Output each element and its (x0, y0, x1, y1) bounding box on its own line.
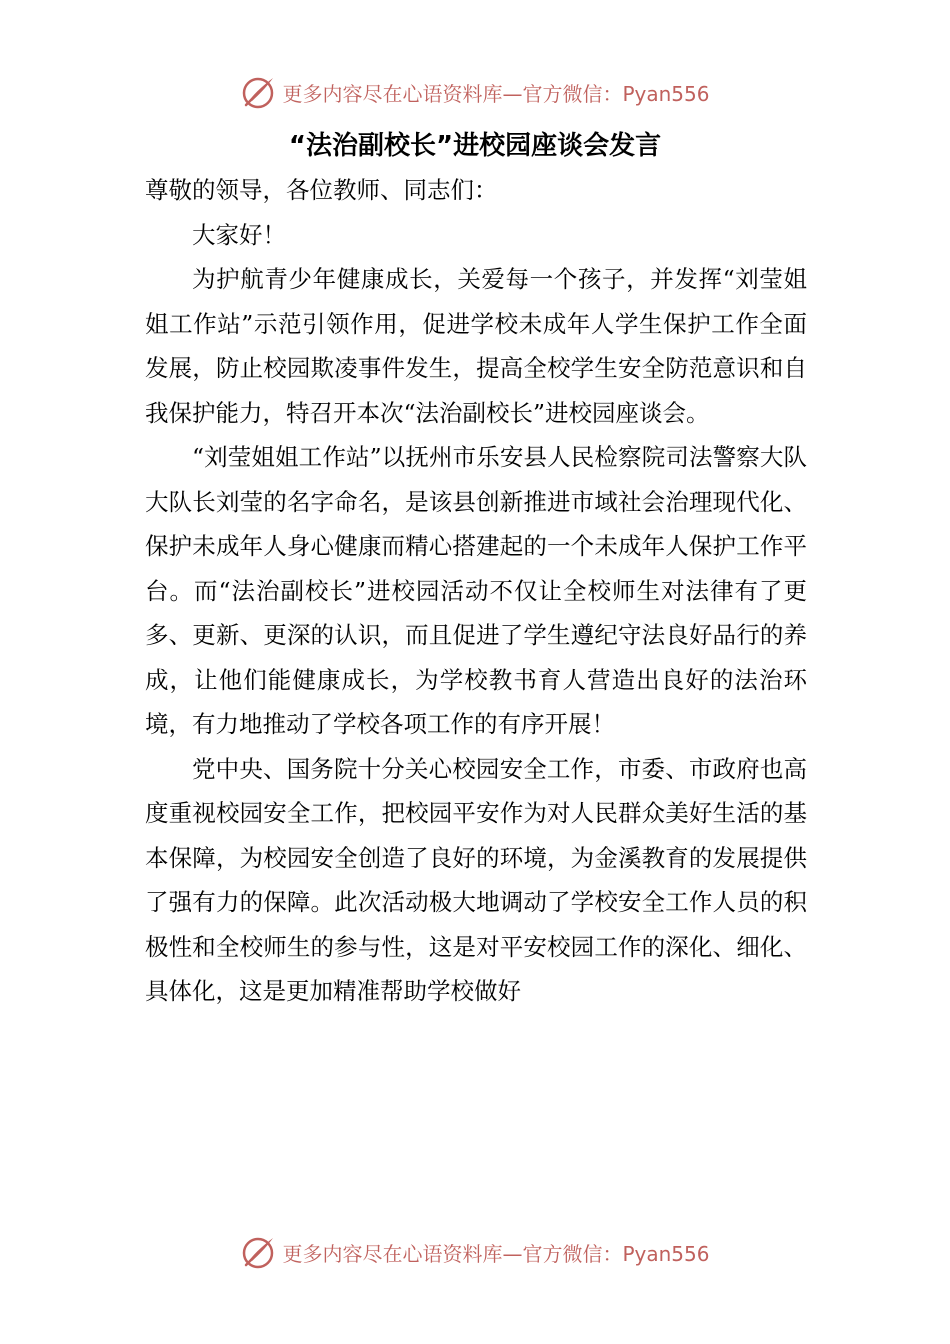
watermark-text: 更多内容尽在心语资料库—官方微信：Pyan556 (282, 81, 710, 106)
document-body (145, 168, 807, 1014)
paragraph-workstation: “刘莹姐姐工作站”以抚州市乐安县人民检察院司法警察大队大队长刘莹的名字命名，是该县创新推进市域社会治理现代化、保护未成年人身心健康而精心搭建起的一个未成年人保护工作平台。而“法治副校长”进校园活动不仅让全校师生对法律有了更多、更新、更深的认识，而且促进了学生遵纪守法良好品行的养成，让他们能健康成长，为学校教书育人营造出良好的法治环境，有力地推动了学校各项工作的有序开展！ (145, 443, 807, 738)
document-title: “法治副校长”进校园座谈会发言 (288, 131, 662, 161)
salutation: 尊敬的领导，各位教师、同志们： (145, 176, 498, 204)
footer-watermark (0, 1232, 950, 1272)
quill-pen-logo-icon (240, 74, 278, 110)
paragraph-purpose: 为护航青少年健康成长，关爱每一个孩子，并发挥“刘莹姐姐工作站”示范引领作用，促进学校未成年人学生保护工作全面发展，防止校园欺凌事件发生，提高全校学生安全防范意识和自我保护能力，特召开本次“法治副校长”进校园座谈会。 (145, 265, 807, 427)
header-watermark (0, 72, 950, 112)
paragraph-greeting: 大家好！ (192, 220, 286, 249)
quill-pen-logo-icon (240, 1234, 278, 1270)
watermark-text: 更多内容尽在心语资料库—官方微信：Pyan556 (282, 1241, 710, 1266)
paragraph-safety: 党中央、国务院十分关心校园安全工作，市委、市政府也高度重视校园安全工作，把校园平安作为对人民群众美好生活的基本保障，为校园安全创造了良好的环境，为金溪教育的发展提供了强有力的保障。此次活动极大地调动了学校安全工作人员的积极性和全校师生的参与性，这是对平安校园工作的深化、细化、具体化，这是更加精准帮助学校做好 (145, 754, 807, 1005)
